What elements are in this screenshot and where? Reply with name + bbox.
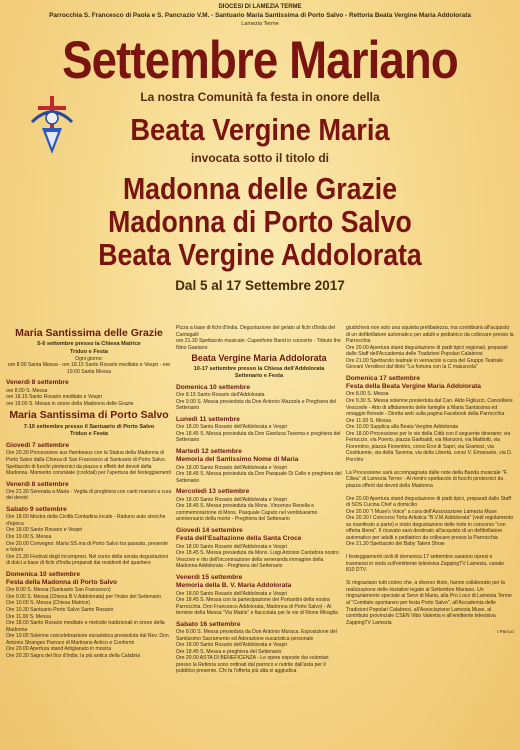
section-subtitle: 10-17 settembre presso la Chiesa dell'Addolorata (193, 365, 325, 372)
bvm-heading: Beata Vergine Maria (130, 112, 390, 147)
day-heading: Sabato 9 settembre (6, 506, 67, 513)
day-heading: Domenica 10 settembre (176, 383, 251, 391)
section-title: Maria Santissima di Porto Salvo (9, 409, 169, 422)
schedule-text: Ore 18.00 Santo Rosario dell'Addolorata e Vespri Ore 18.45 S. Messa con la partecipazione dei Portantini della nostra Parrocchia. Don Francesco Addolorata, Madonna di Porto Salvo) - Al termine della Messa "Via Matris" e fiaccolata per le vie di Rione Miraglia (176, 590, 338, 617)
section-subtitle: Triduo e Festa (70, 348, 108, 355)
day-heading: Sabato 16 settembre (176, 620, 241, 628)
schedule-text: ore 8.00 S. Messa ore 18.15 Santo Rosario meditato e Vespri ore 19.00 S. Messa in onore della Madonna delle Grazie (6, 387, 134, 407)
day-heading: Mercoledì 13 settembre (176, 488, 250, 496)
madonna-porto-salvo-heading: Madonna di Porto Salvo (108, 204, 412, 239)
day-heading: Domenica 17 settembre (346, 374, 421, 382)
schedule-text: Ore 21.30 Serenata a Maria - Veglia di preghiera con canti mariani a cura dei devoti (6, 488, 172, 502)
subtitle-1: La nostra Comunità fa festa in onore della (140, 90, 380, 104)
section-subtitle: Settenario e Festa (234, 372, 284, 379)
schedule-text: Ore 8.00 S. Messa Ore 9.30 S. Messa solenne presieduta dal Can. Aldo Figliuzzi, Cancelliere Vescovile - Atto di affidamento delle famiglie a Maria Santissima ed omaggio floreale - Diretta web sulla pagina Facebook della Parrocchia Ore 11.00 S. Messa Ore 10.00 Supplica alla Beata Vergine Addolorata Ore 18.00 Processione per le vie della Città con il seguente itinerario: via Ferruccio, via Poerio, piazza Garibaldi, via Manzoni, via Mattiotti, via Fiorentino, piazza Fiorentino, corso Eroi di Sapri, via Gramsci, via Costituente, via della Tavema, via della Libertà, corso V. Emanuele, via D. Porchio La Processione sarà accompagnata dalle note della Banda musicale "F. Ciliea" di Lamezia Terme - Al rientro spettacolo di fuochi pirotecnici da piazza offerti dai devoti della Madonna Ore 20.00 Apertura stand degustazione di piatti tipici, preparati dallo Staff di SOS Cucina Chef a domicilio Ore 20.00 "I Muse's Voice" a cura dell'Associazione Lamezia Muse Ore 20.30 I Concorso Torta Artistica "B.V.M.Addolorata" (vedi regolamento su manifesto a parte) e inizio degustazione delle torte in concorso "con offerta libera". Il ricavato sarà destinato all'acquisto di un defibrillatore automatico per adulti e pediatrico da collocare presso la Parrocchia Ore 21.30 Spettacolo dei Baby Talent Show I festeggiamenti civili di domenica 17 settembre saranno ripresi e trasmessi in onda sull'emittente televisiva ZappingTV Lamezia, canale 810 DTV. Si ringraziano tutti coloro che, a diverso titolo, hanno collaborato per la realizzazione delle iniziative legate al Settembre Mariano. Un ringraziamento speciale ai Servi di Maria, alla Pro Loco di Lamezia Terme al "Comitato spontaneo per festa Porto Salvo", all'Accademia delle Tradizioni Popolari Calabresi, all'Associazione Lamezia Muse, al contributo provinciale CSEN Vibo Valentia e all'emittente televisiva ZappingTV Lamezia (346, 391, 514, 626)
day-heading: Lunedì 11 settembre (176, 415, 240, 423)
day-heading: Venerdì 15 settembre (176, 573, 243, 581)
section-subtitle: 5-6 settembre presso la Chiesa Matrice (37, 341, 141, 348)
day-heading: Domenica 10 settembre (6, 570, 81, 578)
city-label: Lamezia Terme (241, 21, 279, 27)
program-column-2 (176, 325, 342, 750)
section-title: Maria Santissima delle Grazie (15, 327, 163, 339)
event-title: Festa della Beata Vergine Maria Addolorata (346, 383, 481, 391)
subtitle-2: invocata sotto il titolo di (191, 151, 329, 165)
schedule-text: Ore 18.00 Santo Rosario dell'Addolorata e Vespri Ore 18.45 S. Messa presieduta da Mons. Luigi Antonio Cantafora nostro Vescovo e rito dell'incoronazione della veneranda immagine della Madonna Addolorata - Preghiera del Settenario (176, 543, 339, 570)
schedule-text: ore 8.00 Santa Messa - ore 18.15 Santo Rosario meditato e Vespri - ore 19.00 Santa Messa (7, 362, 171, 375)
diocesi-label: DIOCESI DI LAMEZIA TERME (218, 4, 302, 10)
parrocchia-label: Parrocchia S. Francesco di Paola e S. Pancrazio V.M. - Santuario Maria Santissima di Porto Salvo - Rettoria Beata Vergine Maria Addolorata (49, 12, 471, 19)
event-title: Memoria del Santissimo Nome di Maria (176, 456, 299, 464)
schedule-text: Ore 18.00 Santo Rosario dell'Addolorata e Vespri Ore 18.45 S. Messa presieduta da Mons. Vincenzo Renella e commemorazione di Mons. Pasquale Caputo nel ventiduesimo anniversario della morte - Preghiera del Settenario (176, 496, 318, 523)
day-heading: Giovedì 7 settembre (6, 442, 70, 450)
credit-label: I Parroci (497, 629, 514, 635)
schedule-text: Ore 8.15 Santo Rosario dell'Addolorata Ore 9.00 S. Messa presieduta da Don Antonio Mazzola e Preghiera del Settenario (176, 392, 337, 412)
bv-addolorata-heading: Beata Vergine Addolorata (98, 237, 422, 272)
section-subtitle: 7-10 settembre presso il Santuario di Porto Salvo (23, 423, 155, 430)
schedule-text: Ore 18.00 Mostra della Civiltà Contadina locale - Raduno auto storiche d'epoca Ore 18.00 Santo Rosario e Vespri Ore 19.00 S. Messa Ore 20.00 Convegno: Maria SS.ma di Porto Salvo tra passato, presente e futuro Ore 21.30 Festival degli incompresi. Nel corso della serata degustazioni di dolci a base di fichi d'India preparati dai residenti del quartiere (6, 514, 168, 567)
program-column-1 (6, 325, 172, 750)
schedule-text: Pizza a base di fichi d'India. Degustazione del gelato al fichi d'India del Cantagalli ore 21.30 Spettacolo musicale: Caponforte Band in concerto - Tributo the Nino Gaetano (176, 325, 341, 351)
schedule-text: Ore 18.00 Santo Rosario dell'Addolorata e Vespri Ore 18.45 S. Messa presieduta da Don Gianluca Tavema e preghiera del Settenario (176, 424, 341, 444)
day-heading: Venerdì 8 settembre (6, 480, 69, 488)
schedule-text: giudicherà non solo una squisita prelibatezza, ma contribuirà all'acquisto di un defibrillatore automatico per adulti e pediatrico da collocare presso la Parrocchia Ore 20.00 Apertura stand degustazione di piatti tipici regionali, preparati dallo Staff dell'Accademia delle Tradizioni Popolari Calabresi Ore 21.00 Spettacolo teatrale in vernacolo a cura del Gruppo Teatrale Giovani Versiliesi dal titolo "La fortuna con la C maiuscola" (346, 325, 514, 371)
schedule-text: Ogni giorno: (75, 355, 103, 362)
section-title: Beata Vergine Maria Addolorata (191, 353, 327, 364)
section-subtitle: Triduo e Festa (70, 430, 108, 437)
event-title: Festa della Madonna di Porto Salvo (6, 579, 118, 586)
event-title: Festa dell'Esaltazione della Santa Croce (176, 535, 302, 543)
day-heading: Venerdì 8 settembre (6, 379, 69, 387)
event-title: Memoria della B. V. Maria Addolorata (176, 582, 292, 590)
schedule-text: Ore 8.00 S. Messa presieduta da Don Antonio Muraca. Esposizione del Santissimo Sacramento ed Adorazione eucaristica personale Ore 18.00 Santo Rosario dell'Addolorata e Vespri Ore 18.45 S. Messa e preghiera del Settenario Ore 20.00 ASTA DI BENEFICENZA - Le opere esposte dai volontari presso la Rettoria sono ordinati dal parroco e nutrite dall'asta per il pubblico presente. Chi fa l'offerta più alta si aggiudica (176, 629, 337, 675)
date-range: Dal 5 al 17 Settembre 2017 (175, 278, 345, 293)
program-column-3 (346, 325, 514, 750)
schedule-text: Ore 20.30 Processione aux flambeaux con la Statua della Madonna di Porto Salvo dalla Chiesa di San Francesco al Santuario di Porto Salvo. Spettacolo di fuochi pirotecnici da piazza e effetti del devoti della Madonna. Momento conviviale (cocktail) per l'apertura dei festeggiamenti (6, 450, 171, 477)
schedule-text: Ore 18.00 Santo Rosario dell'Addolorata e Vespri Ore 18.45 S. Messa presieduta da Don Pasquale Di Cello e preghiera del Settenario (176, 464, 342, 484)
page-title: Settembre Mariano (62, 31, 458, 90)
day-heading: Giovedì 14 settembre (176, 526, 243, 534)
madonna-grazie-heading: Madonna delle Grazie (122, 171, 398, 206)
day-heading: Martedì 12 settembre (176, 447, 242, 455)
schedule-text: Ore 8.00 S. Messa (Santuario San Francesco) Ore 9.00 S. Messa (Chiesa B.V.Addolorata) per l'inizio del Settenario Ore 10.00 S. Messa (Chiesa Matrice) Ore 10.30 Santuario Porto Salvo Santo Rosario Ore 11.00 S. Messa Ore 18.00 Santo Rosario meditato e melodie tradizionali in onore della Madonna Ore 19.00 Solenne concelebrazione eucaristica presieduta dal Rev. Don Antonio Stranges Parroco di Martirano Antico e Conformi Ore 20.00 Apertura stand Artigianato in mostra Ore 20.30 Sagra del fico d'India: la più antica della Calabria (6, 587, 169, 659)
